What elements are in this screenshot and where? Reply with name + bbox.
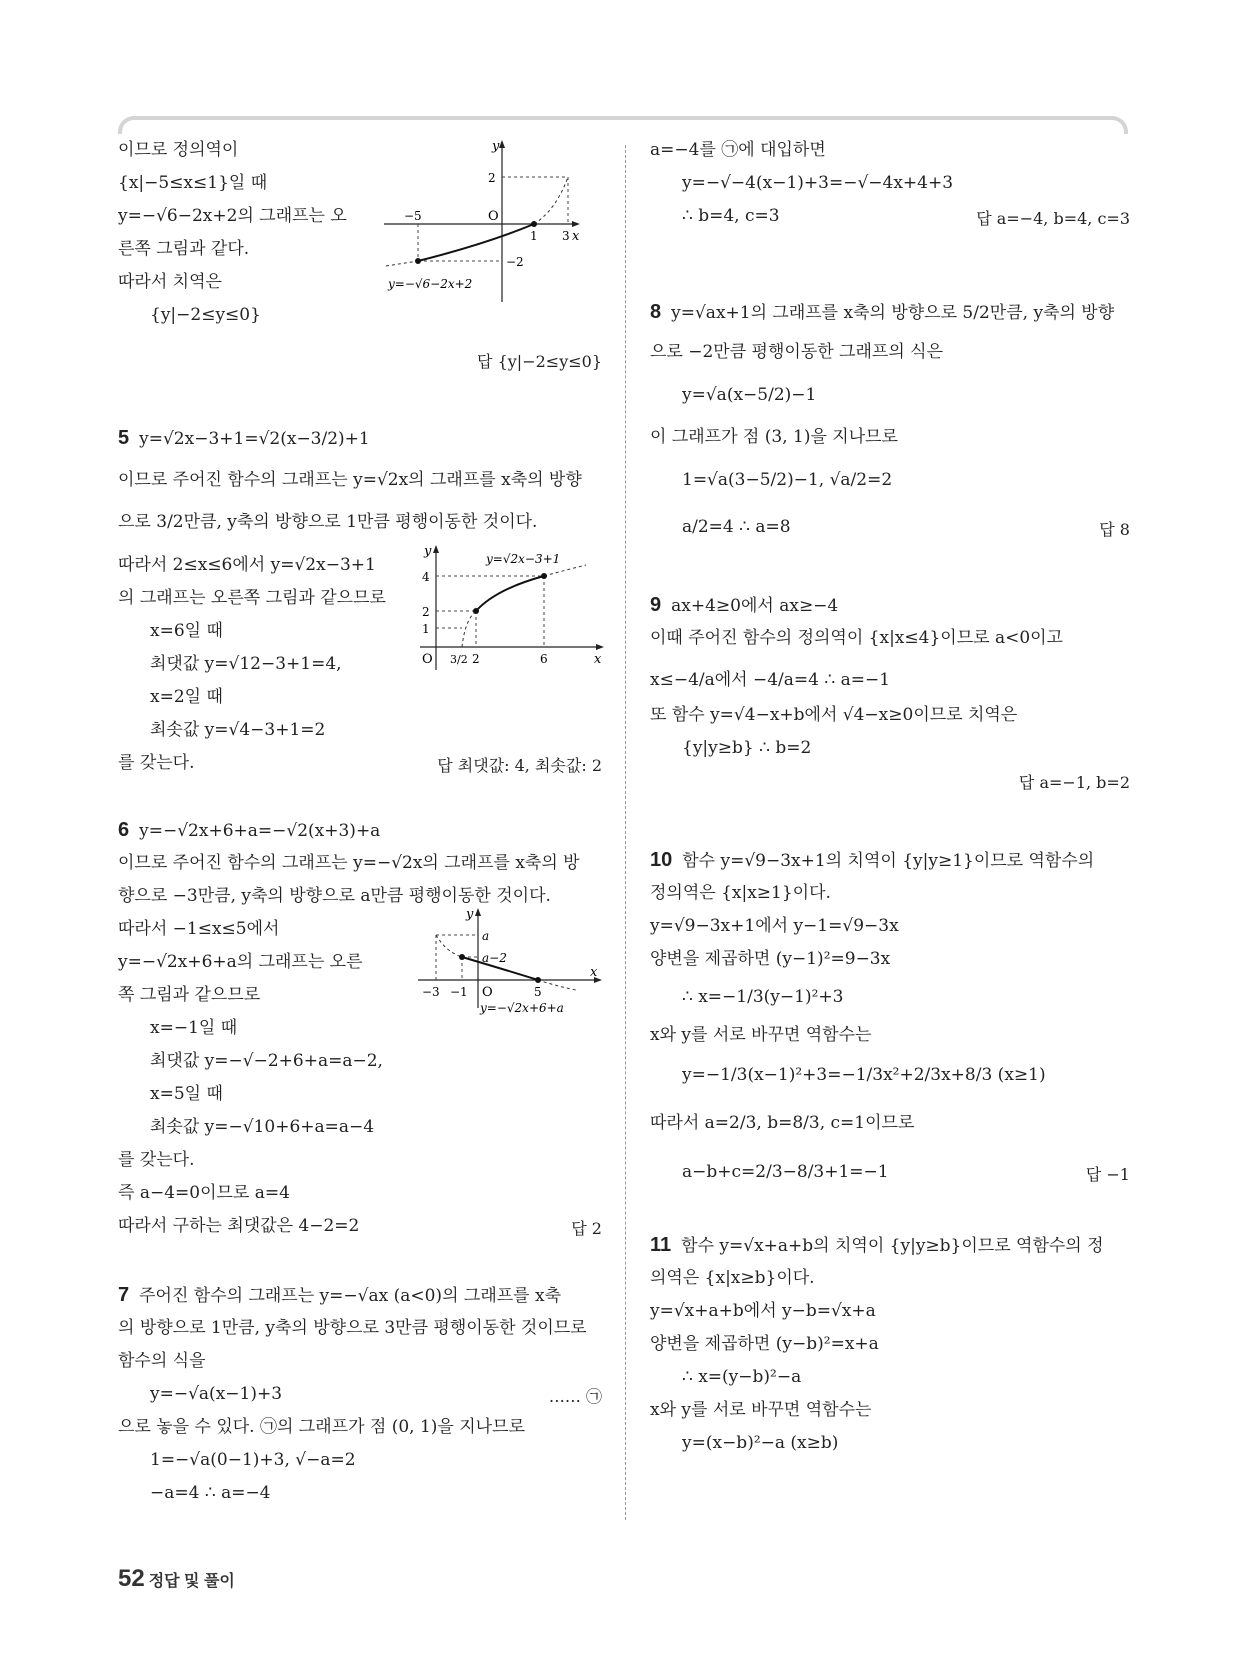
text-line: 으로 놓을 수 있다. ㉠의 그래프가 점 (0, 1)을 지나므로 [118,1417,525,1437]
text-line: a=−4를 ㉠에 대입하면 [650,140,826,160]
problem-5-header [118,428,370,449]
text-line: {y|y≥b} ∴ b=2 [682,738,812,758]
footer-title: 정답 및 풀이 [148,1573,235,1590]
curve-label: y=−√2x+6+a [480,1001,564,1015]
text-line: 으로 3/2만큼, y축의 방향으로 1만큼 평행이동한 것이다. [118,512,538,532]
tick-label: −5 [404,209,422,223]
text-line: 의역은 {x|x≥b}이다. [650,1268,815,1288]
text-line: 최댓값 y=−√−2+6+a=a−2, [150,1051,383,1071]
text-line: 이때 주어진 함수의 정의역이 {x|x≤4}이므로 a<0이고 [650,628,1063,648]
text-line: 의 방향으로 1만큼, y축의 방향으로 3만큼 평행이동한 것이므로 [118,1318,587,1338]
axis-label: y [492,140,500,154]
problem-8-header [650,302,1114,323]
tick-label: 6 [540,652,548,666]
text-line: 1=√a(3−5/2)−1, √a/2=2 [682,470,893,490]
text-line: 최댓값 y=√12−3+1=4, [150,654,342,674]
problem-number: 10 [650,849,673,871]
text-line: y=−√6−2x+2의 그래프는 오 [118,206,347,226]
text-line: 따라서 구하는 최댓값은 4−2=2 [118,1216,360,1236]
text-line: 따라서 2≤x≤6에서 y=√2x−3+1 [118,555,376,575]
problem-11-header [650,1235,1104,1256]
text-line: x=2일 때 [150,687,223,707]
text-line: x=−1일 때 [150,1018,238,1038]
text: 함수 y=√9−3x+1의 치역이 {y|y≥1}이므로 역함수의 [682,851,1095,871]
text-line: y=−√−4(x−1)+3=−√−4x+4+3 [682,173,954,193]
text-line: 함수의 식을 [118,1351,206,1371]
problem-7-header [118,1285,561,1306]
text-line: 향으로 −3만큼, y축의 방향으로 a만큼 평행이동한 것이다. [118,886,551,906]
text: y=√ax+1의 그래프를 x축의 방향으로 5/2만큼, y축의 방향 [671,303,1115,323]
text-line: 양변을 제곱하면 (y−b)²=x+a [650,1334,879,1354]
text-line: y=√x+a+b에서 y−b=√x+a [650,1301,876,1321]
tick-label: 4 [422,570,430,584]
axis-label: y [424,545,432,559]
text-line: 또 함수 y=√4−x+b에서 √4−x≥0이므로 치역은 [650,705,1018,725]
tick-label: 2 [488,171,496,185]
axis-label: y [466,908,474,922]
graph-1 [376,140,586,310]
answer-box: 답 a=−4, b=4, c=3 [976,209,1130,228]
text: 함수 y=√x+a+b의 치역이 {y|y≥b}이므로 역함수의 정 [681,1236,1104,1256]
equation: y=√2x−3+1=√2(x−3/2)+1 [139,429,370,449]
problem-9-header [650,595,838,616]
problem-10-header [650,850,1094,871]
text-line: {x|−5≤x≤1}일 때 [118,173,268,193]
text-line: x와 y를 서로 바꾸면 역함수는 [650,1025,872,1045]
text-line: a/2=4 ∴ a=8 [682,517,791,537]
problem-number: 8 [650,301,662,323]
text-line: 1=−√a(0−1)+3, √−a=2 [150,1450,356,1470]
text: 주어진 함수의 그래프는 y=−√ax (a<0)의 그래프를 x축 [139,1286,561,1306]
text-line: ∴ x=−1/3(y−1)²+3 [682,987,844,1007]
text-line: 따라서 −1≤x≤5에서 [118,919,280,939]
text-line: y=−1/3(x−1)²+3=−1/3x²+2/3x+8/3 (x≥1) [682,1065,1046,1085]
text-line: x≤−4/a에서 −4/a=4 ∴ a=−1 [650,670,891,690]
page-number: 52 [118,1565,145,1592]
answer-box: 답 −1 [1085,1165,1130,1184]
axis-label: x [594,652,602,667]
top-border [118,116,1128,134]
text-line: x=6일 때 [150,621,223,641]
tick-label: 1 [530,229,538,243]
text-line: x와 y를 서로 바꾸면 역함수는 [650,1400,872,1420]
origin-label: O [488,209,499,224]
equation: y=−√2x+6+a=−√2(x+3)+a [139,821,381,841]
text-line: y=(x−b)²−a (x≥b) [682,1433,839,1453]
tick-label: −2 [506,255,524,269]
problem-number: 5 [118,427,130,449]
column-divider [625,145,626,1520]
text-line: 쪽 그림과 같으므로 [118,985,261,1005]
text-line: ∴ b=4, c=3 [682,206,780,226]
text-line: −a=4 ∴ a=−4 [150,1483,271,1503]
tick-label: 3 [562,229,570,243]
text-line: 른쪽 그림과 같다. [118,239,250,259]
text-line: 를 갖는다. [118,753,195,773]
text-line: 의 그래프는 오른쪽 그림과 같으므로 [118,588,386,608]
tick-label: 5 [534,985,542,999]
text-line: 즉 a−4=0이므로 a=4 [118,1183,290,1203]
text-line: 따라서 치역은 [118,272,222,292]
answer-box: 답 a=−1, b=2 [1018,773,1130,792]
text-line: {y|−2≤y≤0} [150,305,261,325]
answer-box: 답 2 [571,1219,602,1238]
answer-box: 답 8 [1099,520,1130,539]
problem-number: 9 [650,594,662,616]
tick-label: a−2 [482,951,507,965]
text-line: 최솟값 y=−√10+6+a=a−4 [150,1117,375,1137]
axis-label: x [590,965,598,980]
origin-label: O [482,985,493,1000]
text-line: 이 그래프가 점 (3, 1)을 지나므로 [650,427,898,447]
text-line: 따라서 a=2/3, b=8/3, c=1이므로 [650,1113,915,1133]
text-line: ∴ x=(y−b)²−a [682,1367,802,1387]
text-line: y=√9−3x+1에서 y−1=√9−3x [650,916,899,936]
tick-label: 1 [422,622,430,636]
text-line: 이므로 주어진 함수의 그래프는 y=√2x의 그래프를 x축의 방향 [118,470,582,490]
answer-box: 답 {y|−2≤y≤0} [477,352,602,371]
graph-2 [416,545,606,675]
tick-label: −1 [450,985,468,999]
text: ax+4≥0에서 ax≥−4 [671,596,839,616]
problem-number: 6 [118,819,130,841]
answer-box: 답 최댓값: 4, 최솟값: 2 [437,756,602,775]
axis-label: x [572,229,580,244]
curve-label: y=√2x−3+1 [486,552,561,566]
tick-label: 3/2 [450,653,468,666]
text-line: 정의역은 {x|x≥1}이다. [650,883,831,903]
text-line: x=5일 때 [150,1084,223,1104]
page-footer [118,1565,235,1593]
tick-label: −3 [422,985,440,999]
tick-label: 2 [422,605,430,619]
text-line: y=−√2x+6+a의 그래프는 오른 [118,952,363,972]
curve-label: y=−√6−2x+2 [388,277,473,291]
tick-label: a [482,929,490,943]
problem-number: 7 [118,1284,130,1306]
text-line: 최솟값 y=√4−3+1=2 [150,720,326,740]
text-line: 양변을 제곱하면 (y−1)²=9−3x [650,949,891,969]
equation-marker: …… ㉠ [548,1387,602,1406]
text-line: 를 갖는다. [118,1150,195,1170]
text-line: 이므로 주어진 함수의 그래프는 y=−√2x의 그래프를 x축의 방 [118,853,580,873]
text-line: y=√a(x−5/2)−1 [682,385,817,405]
text-line: 이므로 정의역이 [118,140,239,160]
problem-6-header [118,820,380,841]
text-line: 으로 −2만큼 평행이동한 그래프의 식은 [650,342,944,362]
text-line: a−b+c=2/3−8/3+1=−1 [682,1162,889,1182]
problem-number: 11 [650,1234,672,1256]
text-line: y=−√a(x−1)+3 [150,1384,283,1404]
graph-3 [416,908,606,1018]
origin-label: O [422,652,433,667]
tick-label: 2 [472,652,480,666]
